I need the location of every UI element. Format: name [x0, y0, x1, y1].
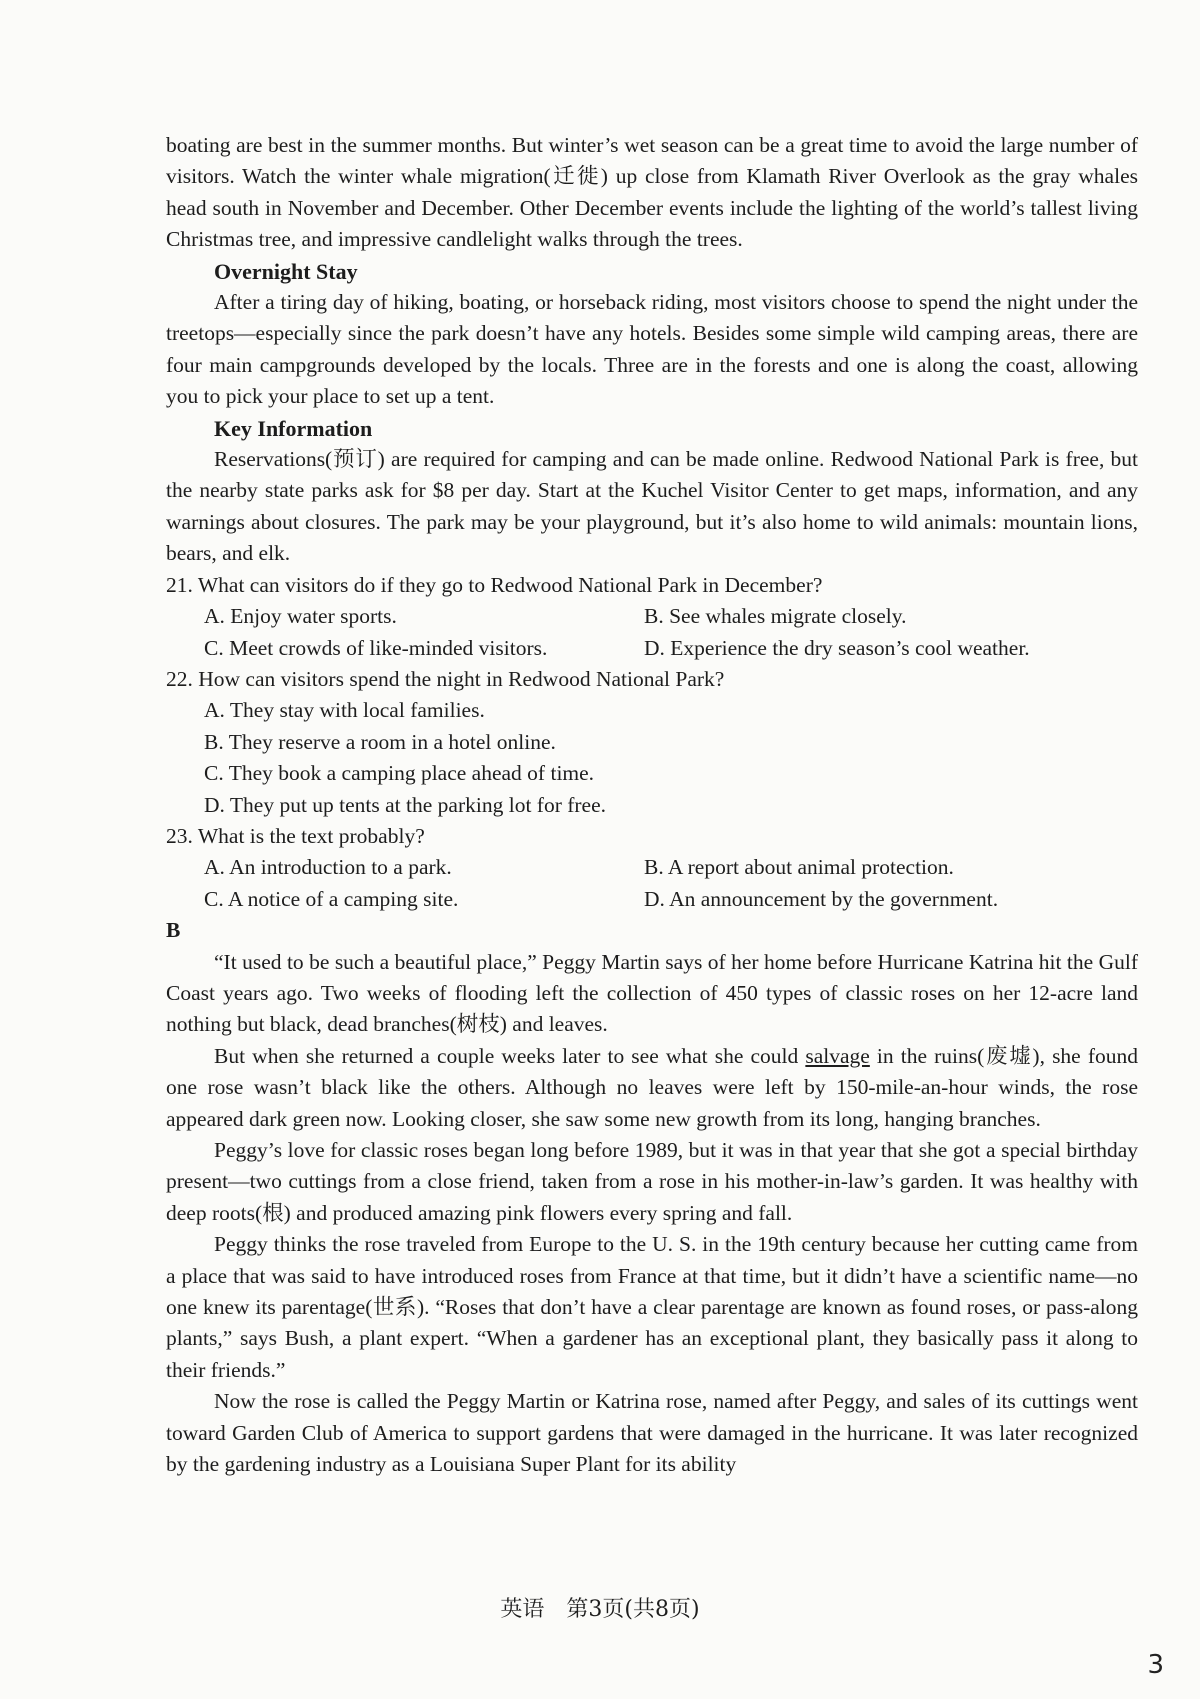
question-23 [166, 821, 1138, 915]
passage-b-paragraph-4: Peggy thinks the rose traveled from Europe to the U. S. in the 19th century because her cutting came from a place that was said to have introduced roses from France at that time, but it didn’t have a scientific name—no one knew its parentage(世系). “Roses that don’t have a clear parentage are known as found roses, or pass-along plants,” says Bush, a plant expert. “When a gardener has an exceptional plant, they basically pass it along to their friends.” [166, 1232, 1138, 1382]
passage-a-key-info: Reservations(预订) are required for camping and can be made online. Redwood National Park is free, but the nearby state parks ask for $8 per day. Start at the Kuchel Visitor Center to get maps, information, and any warnings about closures. The park may be your playground, but it’s also home to wild animals: mountain lions, bears, and elk. [166, 447, 1138, 566]
section-b-label: B [166, 918, 181, 943]
option-d[interactable]: D. An announcement by the government. [644, 886, 999, 911]
option-b[interactable]: B. See whales migrate closely. [644, 604, 907, 629]
option-c[interactable]: C. Meet crowds of like-minded visitors. [204, 635, 548, 660]
option-b[interactable]: B. They reserve a room in a hotel online. [204, 729, 556, 754]
passage-b-paragraph-3: Peggy’s love for classic roses began long before 1989, but it was in that year that she got a special birthday present—two cuttings from a close friend, taken from a rose in his mother-in-law’s garden. It was healthy with deep roots(根) and produced amazing pink flowers every spring and fall. [166, 1138, 1138, 1225]
question-21 [166, 570, 1138, 664]
question-stem: 23. What is the text probably? [166, 823, 425, 848]
option-c[interactable]: C. A notice of a camping site. [204, 886, 459, 911]
question-stem: 21. What can visitors do if they go to Redwood National Park in December? [166, 572, 823, 597]
passage-a-intro: boating are best in the summer months. But winter’s wet season can be a great time to avoid the large number of visitors. Watch the winter whale migration(迁徙) up close from Klamath River Overlook as the gray whales head south in November and December. Other December events include the lighting of the world’s tallest living Christmas tree, and impressive candlelight walks through the trees. [166, 133, 1138, 252]
text-run: But when she returned a couple weeks later to see what she could [214, 1043, 806, 1068]
exam-page [166, 130, 1138, 1480]
option-d[interactable]: D. Experience the dry season’s cool weather. [644, 635, 1030, 660]
page-number: 3 [1147, 1650, 1164, 1680]
text-run: in the ruins(废墟), she found one rose wasn’t black like the others. Although no leaves were left by 150-mile-an-hour winds, the rose appeared dark green now. Looking closer, she saw some new growth from its long, hanging branches. [166, 1043, 1138, 1131]
option-b[interactable]: B. A report about animal protection. [644, 855, 954, 880]
passage-b-paragraph-2 [166, 1041, 1138, 1135]
option-a[interactable]: A. They stay with local families. [204, 698, 485, 723]
question-stem: 22. How can visitors spend the night in Redwood National Park? [166, 666, 725, 691]
option-d[interactable]: D. They put up tents at the parking lot for free. [204, 792, 607, 817]
question-22 [166, 664, 1138, 821]
page-footer: 英语 第3页(共8页) [500, 1597, 700, 1622]
option-a[interactable]: A. An introduction to a park. [204, 855, 452, 880]
option-a[interactable]: A. Enjoy water sports. [204, 604, 397, 629]
passage-b-paragraph-1: “It used to be such a beautiful place,” Peggy Martin says of her home before Hurricane Katrina hit the Gulf Coast years ago. Two weeks of flooding left the collection of 450 types of classic roses on her 12-acre land nothing but black, dead branches(树枝) and leaves. [166, 949, 1138, 1037]
underlined-word-salvage: salvage [805, 1043, 870, 1068]
heading-key-information: Key Information [214, 415, 373, 441]
option-c[interactable]: C. They book a camping place ahead of time. [204, 761, 595, 786]
heading-overnight-stay: Overnight Stay [214, 258, 358, 284]
passage-b-paragraph-5: Now the rose is called the Peggy Martin or Katrina rose, named after Peggy, and sales of its cuttings went toward Garden Club of America to support gardens that were damaged in the hurricane. It was later recognized by the gardening industry as a Louisiana Super Plant for its ability [166, 1389, 1138, 1477]
passage-a-overnight: After a tiring day of hiking, boating, or horseback riding, most visitors choose to spend the night under the treetops—especially since the park doesn’t have any hotels. Besides some simple wild camping areas, there are four main campgrounds developed by the locals. Three are in the forests and one is along the coast, allowing you to pick your place to set up a tent. [166, 290, 1138, 409]
